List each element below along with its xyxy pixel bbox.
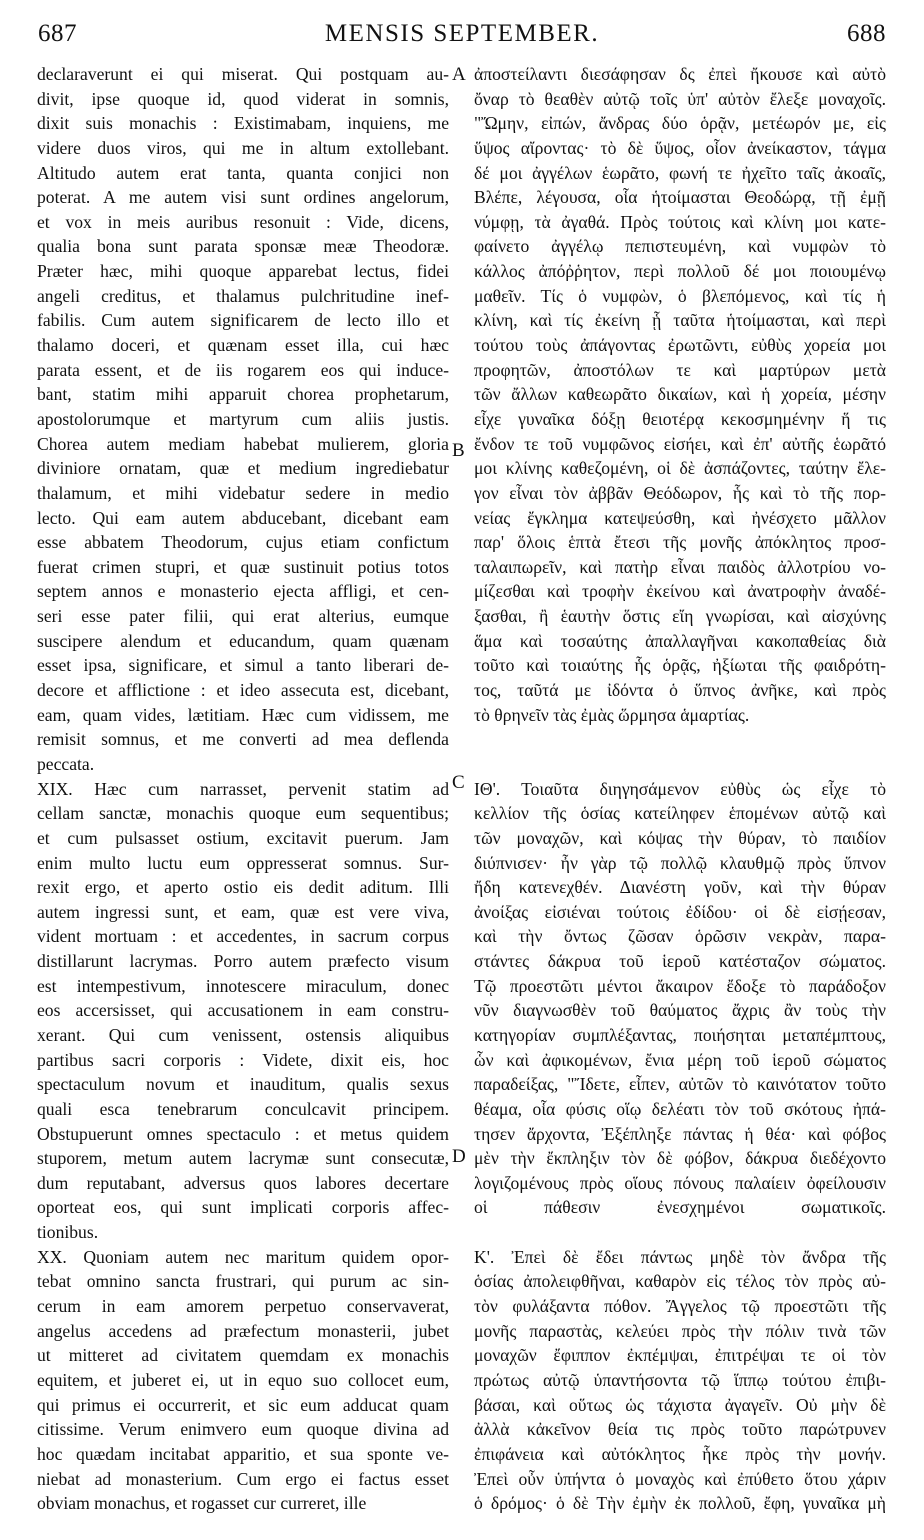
margin-marker-d: D bbox=[452, 1146, 466, 1167]
text-line: νύμφῃ, τὰ ἀγαθά. Πρὸς τούτοις καὶ κλίνη μοι κατε- bbox=[474, 211, 886, 232]
text-line: κλίνη, καὶ τίς ἐκείνη ᾗ ταῦτα ἡτοίμασται, καὶ περὶ bbox=[474, 310, 886, 331]
text-line: δέ μοι ἀγγέλων ἑωρᾶτο, φωνή τε ἠχεῖτο ταῖς ἀκοαῖς, bbox=[474, 162, 886, 183]
text-line: apostolorumque et martyrum cum aliis justis. bbox=[37, 408, 449, 429]
text-line: θέαμα, οἷα φύσις οἵῳ δελέατι τὸν τοῦ σκότους ἠπά- bbox=[474, 1098, 886, 1119]
text-line: niebat ad monasterium. Cum ergo ei factus esset bbox=[37, 1468, 449, 1489]
text-line: τῶν μοναχῶν, καὶ κόψας τὴν θύραν, τὸ παιδίον bbox=[474, 827, 886, 848]
text-line: τούτου τοὺς ἀπάγοντας ἐρωτῶντι, εὐθὺς χορεία μοι bbox=[474, 335, 886, 356]
text-line: ὁσίας ἀπολειφθῆναι, καθαρὸν εἰς τέλος τὸν πρὸς αὐ- bbox=[474, 1271, 886, 1292]
text-line: diviniore ornatam, quæ et medium ingrediebatur bbox=[37, 458, 449, 479]
text-line: παραδείξας, "Ἴδετε, εἶπεν, αὐτῶν τὸ καινότατον τοῦτο bbox=[474, 1074, 886, 1095]
text-line: thalamo doceri, et quænam esset illa, cui hæc bbox=[37, 335, 449, 356]
text-line: κελλίον τῆς ὁσίας κατείληφεν ἑπομένων αὐτῷ καὶ bbox=[474, 803, 886, 824]
text-line: Præter hæc, mihi quoque apparebat lectus, fidei bbox=[37, 261, 449, 282]
greek-column bbox=[474, 62, 886, 1516]
text-line: parata essent, et de iis rogarem eos qui induce- bbox=[37, 359, 449, 380]
text-line: ἅμα καὶ τοσαύτης ἀπαλλαγῆναι κακοπαθείας διὰ bbox=[474, 630, 886, 651]
text-line: poterat. A me autem visi sunt ordines angelorum, bbox=[37, 187, 449, 208]
text-line: hoc quædam incitabat apparitio, et sua sponte ve- bbox=[37, 1443, 449, 1464]
text-line: qualia bona sunt parata sponsæ meæ Theodoræ. bbox=[37, 236, 449, 257]
text-line: μοναχῶν ἔφιππον ἐκπέμψαι, ἐπιτρέψαι τε οἱ τὸν bbox=[474, 1345, 886, 1366]
text-line: stuporem, metum autem lacrymæ sunt consecutæ, bbox=[37, 1148, 449, 1169]
text-line: εἶχε γυναῖκα δόξῃ θειοτέρᾳ κεκοσμημένην ἥ τις bbox=[474, 408, 886, 429]
text-line: esset ipsa, significare, et simul a tanto liberari de- bbox=[37, 655, 449, 676]
text-line: κάλλος ἀπόῤῥητον, περὶ πολλοῦ δέ μοι ποιουμένῳ bbox=[474, 261, 886, 282]
text-line: ταλαιπωρεῖν, καὶ πατὴρ εἶναι παιδὸς ἀλλοτρίου νο- bbox=[474, 556, 886, 577]
text-line: μίζεσθαι καὶ τροφὴν ἐκείνου καὶ ἀνατροφὴν ἀναδέ- bbox=[474, 581, 886, 602]
text-line: lecto. Qui eam autem abducebant, dicebant eam bbox=[37, 507, 449, 528]
running-header bbox=[0, 18, 924, 54]
text-line: ἀνοίξας εἰσιέναι τούτοις ἐδίδου· οἱ δὲ εἰσῄεσαν, bbox=[474, 901, 886, 922]
text-line: enim multo luctu eum oppresserat somnus. Sur- bbox=[37, 852, 449, 873]
text-line: Τῷ προεστῶτι μέντοι ἄκαιρον ἔδοξε τὸ παράδοξον bbox=[474, 975, 886, 996]
text-line bbox=[474, 752, 886, 777]
text-line: νείας ἔγκλημα κατεψεύσθη, καὶ ἠνέσχετο μᾶλλον bbox=[474, 507, 886, 528]
text-line: Chorea autem mediam habebat mulierem, gloria bbox=[37, 433, 449, 454]
text-line: ἀποστείλαντι διεσάφησαν δς ἐπεὶ ἤκουσε καὶ αὐτὸ bbox=[474, 64, 886, 84]
text-line: thalamum, et mihi videbatur sedere in medio bbox=[37, 482, 449, 503]
text-line: septem annos e monasterio ejecta affligi, et cen- bbox=[37, 581, 449, 602]
text-line: Βλέπε, λέγουσα, οἷα ἡτοίμασται Θεοδώρᾳ, τῇ ἐμῇ bbox=[474, 187, 886, 208]
text-line: βάσαι, καὶ οὕτως ὡς τάχιστα ἀγαγεῖν. Οὐ μὴν δὲ bbox=[474, 1394, 886, 1415]
text-line: γον εἶναι τὸν ἀββᾶν Θεόδωρον, ἧς καὶ τὸ τῆς πορ- bbox=[474, 482, 886, 503]
text-line: προφητῶν, ἀποστόλων τε καὶ μαρτύρων μετὰ bbox=[474, 359, 886, 380]
text-line: obviam monachus, et rogasset cur curreret, ille bbox=[37, 1493, 367, 1514]
text-line bbox=[474, 727, 886, 752]
text-line: ὕψος αἴροντας· τὸ δὲ ὕψος, οἷον ἀνείκαστον, τάγμα bbox=[474, 137, 886, 158]
text-line: Altitudo autem erat tanta, quanta conjici non bbox=[37, 162, 449, 183]
text-line: fabilis. Cum autem significarem de lecto illo et bbox=[37, 310, 449, 331]
text-line: spectaculum novum et inauditum, qualis sexus bbox=[37, 1074, 449, 1095]
text-line: eam, quam vides, lætitiam. Hæc cum vidissem, me bbox=[37, 704, 449, 725]
text-line: cerum in eam amorem perpetuo conservaverat, bbox=[37, 1296, 449, 1317]
text-line: τος, ταῦτά με ἰδόντα ὁ ὕπνος ἀνῆκε, καὶ πρὸς bbox=[474, 680, 886, 701]
text-line: ἀλλὰ κἀκεῖνον θεία τις πρὸς τοῦτο παρώτρυνεν bbox=[474, 1419, 886, 1440]
text-line: seri esse pater filii, qui erat alterius, eumque bbox=[37, 606, 449, 627]
text-line: esse abbatem Theodorum, cujus etiam confictum bbox=[37, 532, 449, 553]
text-line: ἔνδον τε τοῦ νυμφῶνος εἰσήει, καὶ ἐπ' αὐτῆς ἑωρᾶτό bbox=[474, 433, 886, 454]
margin-marker-c: C bbox=[452, 772, 465, 793]
text-line: divit, ipse quoque id, quod viderat in somnis, bbox=[37, 88, 449, 109]
text-line: partibus sacri corporis : Videte, dixit eis, hoc bbox=[37, 1049, 449, 1070]
text-line: suscipere alendum et educandum, quam quænam bbox=[37, 630, 449, 651]
text-line: peccata. bbox=[37, 753, 95, 774]
text-line: angeli creditus, et thalamus pulchritudine inef- bbox=[37, 285, 449, 306]
text-line: ἤδη κατενεχθέν. Διανέστη γοῦν, καὶ τὴν θύραν bbox=[474, 877, 886, 898]
right-page-number: 688 bbox=[847, 20, 886, 47]
text-line: dixit suis monachis : Existimabam, inquiens, me bbox=[37, 113, 449, 134]
text-line: dum reputabant, adversus quos labores decertare bbox=[37, 1172, 449, 1193]
text-line: citissime. Verum enimvero eum quoque divina ad bbox=[37, 1419, 449, 1440]
margin-marker-b: B bbox=[452, 440, 465, 461]
text-line: declaraverunt ei qui miserat. Qui postquam au- bbox=[37, 64, 449, 84]
text-line: τῶν ἄλλων καθεωρᾶτο δικαίων, καὶ ἡ χορεία, μέσην bbox=[474, 384, 886, 405]
text-line: "Ὤμην, εἰπών, ἄνδρας δύο ὁρᾷν, μετέωρόν με, εἰς bbox=[474, 113, 886, 134]
text-line: μονῆς παραστὰς, κελεύει πρὸς τὴν πόλιν τινὰ τῶν bbox=[474, 1320, 886, 1341]
text-line: ΙΘ'. Τοιαῦτα διηγησάμενον εὐθὺς ὡς εἶχε τὸ bbox=[474, 778, 886, 799]
text-line: ὁ δρόμος· ὁ δὲ Τὴν ἐμὴν ἐκ πολλοῦ, ἔφη, γυναῖκα μὴ bbox=[474, 1493, 886, 1514]
text-line bbox=[474, 1220, 886, 1245]
text-line: vident mortuam : et accedentes, in sacrum corpus bbox=[37, 926, 449, 947]
text-line: equitem, et juberet ei, ut in equo suo collocet eum, bbox=[37, 1369, 449, 1390]
text-line: κατηγορίαν συμπλέξαντας, ποιήσηται μεταπέμπτους, bbox=[474, 1024, 886, 1045]
text-line: XIX. Hæc cum narrasset, pervenit statim ad bbox=[37, 778, 449, 799]
margin-marker-a: A bbox=[452, 64, 466, 85]
text-line: bant, statim mihi apparuit chorea prophetarum, bbox=[37, 384, 449, 405]
text-line: τὸν φυλάξαντα πόθον. Ἄγγελος τῷ προεστῶτι τῆς bbox=[474, 1296, 886, 1317]
text-line: ὄναρ τὸ θεαθὲν αὐτῷ τοῖς ὑπ' αὐτὸν ἔλεξε μοναχοῖς. bbox=[474, 88, 886, 109]
text-line: tionibus. bbox=[37, 1222, 99, 1243]
text-line: decore et afflictione : et ideo assecuta est, dicebant, bbox=[37, 680, 449, 701]
text-line: Obstupuerunt omnes spectaculo : et metus quidem bbox=[37, 1123, 449, 1144]
text-line: ξασθαι, ἢ ἑαυτὴν ὅστις εἴη γνωρίσαι, καὶ αἰσχύνης bbox=[474, 606, 886, 627]
text-line: Κ'. Ἐπεὶ δὲ ἔδει πάντως μηδὲ τὸν ἄνδρα τῆς bbox=[474, 1246, 886, 1267]
text-line: καὶ τὴν ὄντως ζῶσαν ὁρῶσιν νεκρὰν, παρα- bbox=[474, 926, 886, 947]
text-line: Ἐπεὶ οὖν ὑπήντα ὁ μοναχὸς καὶ ἐπύθετο ὅτου χάριν bbox=[474, 1468, 886, 1489]
text-line: στάντες δάκρυα τοῦ ἱεροῦ κατέσταζον σώματος. bbox=[474, 951, 886, 972]
text-line: oporteat eos, qui sunt implicati corporis affec- bbox=[37, 1197, 449, 1218]
text-line: remisit somnus, et me converti ad mea deflenda bbox=[37, 729, 449, 750]
text-line: λογιζομένους πρὸς οἵους πόνους παλαίειν ὀφείλουσιν bbox=[474, 1172, 886, 1193]
text-line: οἱ πάθεσιν ἐνεσχημένοι σωματικοῖς. bbox=[474, 1197, 886, 1218]
text-line: videre duos viros, qui me in altum extollebant. bbox=[37, 137, 449, 158]
running-title: MENSIS SEPTEMBER. bbox=[324, 20, 600, 47]
text-line: τοῦτο καὶ τοιαύτης ἧς ὁρᾷς, ἠξίωται τῆς φαιδρότη- bbox=[474, 655, 886, 676]
text-line: τησεν ἄρχοντα, Ἐξέπληξε πάντας ἡ θέα· καὶ φόβος bbox=[474, 1123, 886, 1144]
text-line: ὧν καὶ ἀφικομένων, ἔνια μέρη τοῦ ἱεροῦ σώματος bbox=[474, 1049, 886, 1070]
latin-column bbox=[37, 62, 449, 1516]
text-line: νῦν διαγνωσθὲν τοῦ θαύματος ἄχρις ἂν τοὺς τὴν bbox=[474, 1000, 886, 1021]
text-line: xerant. Qui cum venissent, ostensis aliquibus bbox=[37, 1024, 449, 1045]
text-line: est intempestivum, innotescere miraculum, donec bbox=[37, 975, 449, 996]
text-line: διύπνισεν· ἦν γὰρ τῷ πολλῷ κλαυθμῷ πρὸς ὕπνον bbox=[474, 852, 886, 873]
text-line: eos accersisset, qui accusationem in eam constru- bbox=[37, 1000, 449, 1021]
text-line: fuerat crimen stupri, et quæ sustinuit potius totos bbox=[37, 556, 449, 577]
text-line: μοι κλίνης καθεζομένη, οἱ δὲ ἀσπάζοντες, ταύτην ἔλε- bbox=[474, 458, 886, 479]
text-line: quali esca tenebrarum conculcavit principem. bbox=[37, 1098, 449, 1119]
text-line: μαθεῖν. Τίς ὁ νυμφὼν, ὁ βλεπόμενος, καὶ τίς ἡ bbox=[474, 285, 886, 306]
text-line: φαίνετο ἀγγέλῳ πεπιστευμένη, καὶ νυμφὼν τὸ bbox=[474, 236, 886, 257]
text-line: autem ingressi sunt, et eam, quæ est vere viva, bbox=[37, 901, 449, 922]
text-line: ἐπιφάνεια καὶ αὐτόκλητος ἧκε πρὸς τὴν μονήν. bbox=[474, 1443, 886, 1464]
text-line: angelus accedens ad præfectum monasterii, jubet bbox=[37, 1320, 449, 1341]
text-line: ut mitteret ad civitatem quemdam ex monachis bbox=[37, 1345, 449, 1366]
text-line: qui primus ei occurrerit, et sic eum adducat quam bbox=[37, 1394, 449, 1415]
left-page-number: 687 bbox=[38, 20, 77, 47]
text-line: παρ' ὅλοις ἑπτὰ ἔτεσι τῆς μονῆς ἀπόκλητος προσ- bbox=[474, 532, 886, 553]
text-line: et vox in meis auribus resonuit : Vide, dicens, bbox=[37, 211, 449, 232]
text-line: tebat omnino sancta frustrari, qui purum ac sin- bbox=[37, 1271, 449, 1292]
text-line: XX. Quoniam autem nec maritum quidem opor- bbox=[37, 1246, 449, 1267]
text-line: cellam sanctæ, monachis quoque eum sequentibus; bbox=[37, 803, 449, 824]
text-line: τὸ θρηνεῖν τὰς ἐμὰς ὥρμησα ἁμαρτίας. bbox=[474, 704, 750, 725]
text-line: rexit ergo, et aperto ostio eis dedit aditum. Illi bbox=[37, 877, 449, 898]
text-line: μὲν τὴν ἔκπληξιν τὸν δὲ φόβον, δάκρυα διεδέχοντο bbox=[474, 1148, 886, 1169]
text-line: distillarunt lacrymas. Porro autem præfecto visum bbox=[37, 951, 449, 972]
text-line: et cum pulsasset ostium, excitavit puerum. Jam bbox=[37, 827, 449, 848]
text-line: πρώτως αὐτῷ ὑπαντήσοντα τῷ ἵππῳ τούτου ἐπιβι- bbox=[474, 1369, 886, 1390]
